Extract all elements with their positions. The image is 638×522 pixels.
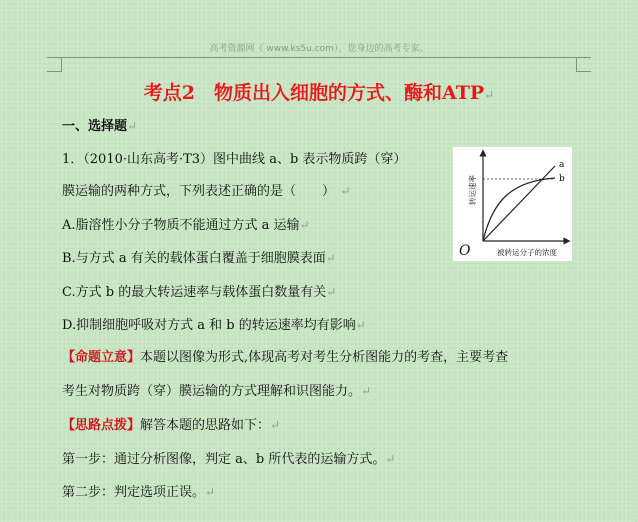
question-stem-text-1: 1．（2010·山东高考·T3）图中曲线 a、b 表示物质跨（穿）: [62, 152, 407, 167]
option-d: [62, 317, 366, 334]
intent-line2: [62, 383, 371, 400]
curve-a-label: a: [559, 160, 565, 170]
question-stem-text-2: 膜运输的两种方式，下列表述正确的是（ ）: [62, 184, 329, 199]
curve-b-label: b: [559, 174, 565, 184]
hint-label: 【思路点拨】: [62, 418, 141, 433]
option-b: [62, 250, 336, 267]
paragraph-mark: ↵: [361, 384, 372, 398]
paragraph-mark: ↵: [484, 88, 495, 102]
paragraph-mark: ↵: [385, 452, 396, 466]
option-d-text: D.抑制细胞呼吸对方式 a 和 b 的转运速率均有影响: [62, 318, 356, 333]
option-c: [62, 284, 336, 301]
paragraph-mark: ↵: [205, 485, 216, 499]
corner-mark-top-right-h: [576, 71, 591, 72]
section-heading: [62, 118, 137, 135]
step-1-text: 第一步：通过分析图像，判定 a、b 所代表的运输方式。: [62, 452, 386, 467]
header-watermark: 高考资源网（ www.ks5u.com），您身边的高考专家。: [209, 44, 429, 54]
title-text: 考点2 物质出入细胞的方式、酶和ATP: [143, 82, 485, 104]
step-1: [62, 451, 395, 468]
figure-svg: [453, 147, 572, 261]
hint-line: [62, 417, 280, 434]
option-c-text: C.方式 b 的最大转运速率与载体蛋白数量有关: [62, 285, 327, 300]
corner-mark-top-left-h: [47, 71, 62, 72]
x-axis-label: 被转运分子的浓度: [497, 248, 557, 257]
y-axis-label: 转运速率: [468, 175, 477, 205]
intent-text-2: 考生对物质跨（穿）膜运输的方式理解和识图能力。: [62, 384, 362, 399]
intent-label: 【命题立意】: [62, 350, 141, 365]
option-a-text: A.脂溶性小分子物质不能通过方式 a 运输: [62, 218, 300, 233]
question-stem-line1: [62, 152, 406, 168]
transport-rate-figure: [453, 147, 572, 261]
option-a: [62, 217, 310, 234]
question-stem-line2: [62, 183, 351, 200]
option-b-text: B.与方式 a 有关的载体蛋白覆盖于细胞膜表面: [62, 251, 326, 266]
step-2-text: 第二步：判定选项正误。: [62, 485, 206, 500]
paragraph-mark: ↵: [127, 119, 138, 133]
paragraph-mark: ↵: [299, 218, 310, 232]
paragraph-mark: ↵: [325, 251, 336, 265]
origin-label: O: [459, 243, 471, 259]
curve-a: [483, 166, 555, 241]
paragraph-mark: ↵: [270, 418, 281, 432]
page-title: [0, 78, 638, 105]
corner-mark-top-right: [576, 57, 577, 71]
paragraph-mark: ↵: [355, 318, 366, 332]
hint-text: 解答本题的思路如下：: [140, 418, 271, 433]
step-2: [62, 484, 215, 501]
section-heading-text: 一、选择题: [62, 119, 128, 134]
corner-mark-top-left: [61, 57, 62, 71]
paragraph-mark: ↵: [326, 285, 337, 299]
paragraph-mark: ↵: [328, 184, 351, 198]
curve-b: [483, 178, 555, 241]
intent-line1: [62, 350, 508, 366]
intent-text-1: 本题以图像为形式,体现高考对考生分析图能力的考查，主要考查: [140, 350, 509, 365]
header-rule: [47, 57, 591, 58]
